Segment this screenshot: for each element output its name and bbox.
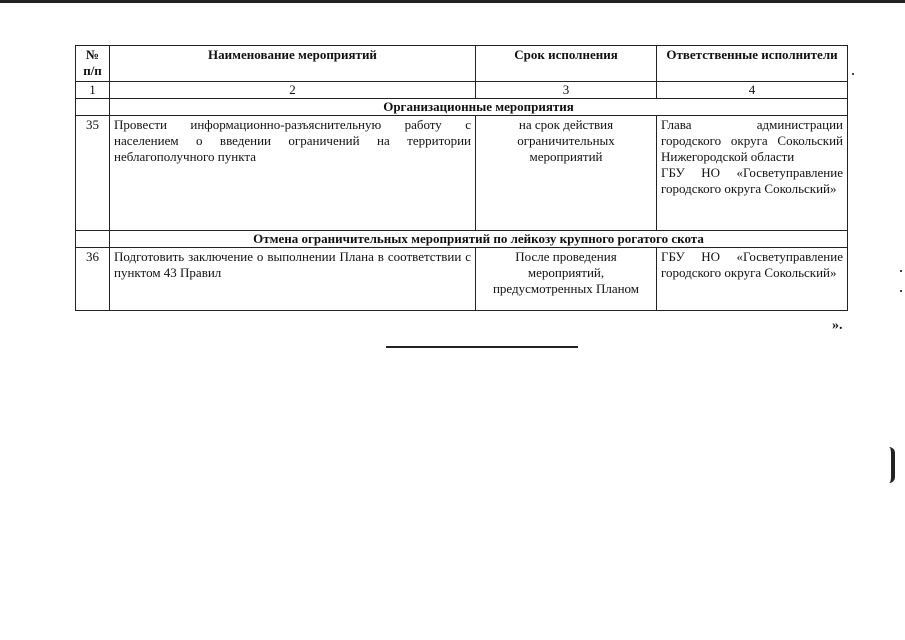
action-plan-table (75, 45, 848, 311)
row-name: Подготовить заключение о выполнении Плана в соответствии с пунктом 43 Правил (110, 248, 476, 311)
section-blank-cell (76, 99, 110, 116)
section-title: Организационные мероприятия (110, 99, 848, 116)
table-row (76, 116, 848, 231)
column-number: 2 (110, 82, 476, 99)
responsible-line: ГБУ НО «Госветуправление городского округа Сокольский» (661, 249, 843, 280)
row-responsible (657, 116, 848, 231)
column-number: 1 (76, 82, 110, 99)
column-number: 4 (657, 82, 848, 99)
header-responsible: Ответственные исполнители (657, 46, 848, 82)
header-name: Наименование мероприятий (110, 46, 476, 82)
section-title: Отмена ограничительных мероприятий по лейкозу крупного рогатого скота (110, 231, 848, 248)
table-header-row (76, 46, 848, 82)
scan-artifact-mark (884, 447, 895, 483)
table-row (76, 248, 848, 311)
header-deadline: Срок исполнения (476, 46, 657, 82)
row-name: Провести информационно-разъяснительную работу с населением о введении ограничений на территории неблагополучного пункта (110, 116, 476, 231)
closing-quote: ». (832, 318, 843, 333)
section-row (76, 231, 848, 248)
scan-top-border (0, 0, 905, 3)
column-number: 3 (476, 82, 657, 99)
scan-speck (900, 290, 902, 292)
section-blank-cell (76, 231, 110, 248)
row-deadline: После проведения мероприятий, предусмотренных Планом (476, 248, 657, 311)
section-row (76, 99, 848, 116)
row-responsible (657, 248, 848, 311)
header-num: № п/п (76, 46, 110, 82)
responsible-line: Глава администрации городского округа Сокольский Нижегородской области (661, 117, 843, 164)
column-numbers-row (76, 82, 848, 99)
scan-speck (900, 270, 902, 272)
row-num: 35 (76, 116, 110, 231)
separator-line (386, 346, 578, 348)
scan-speck (852, 73, 854, 75)
responsible-line: ГБУ НО «Госветуправление городского округа Сокольский» (661, 165, 843, 196)
row-deadline: на срок действия ограничительных мероприятий (476, 116, 657, 231)
row-num: 36 (76, 248, 110, 311)
